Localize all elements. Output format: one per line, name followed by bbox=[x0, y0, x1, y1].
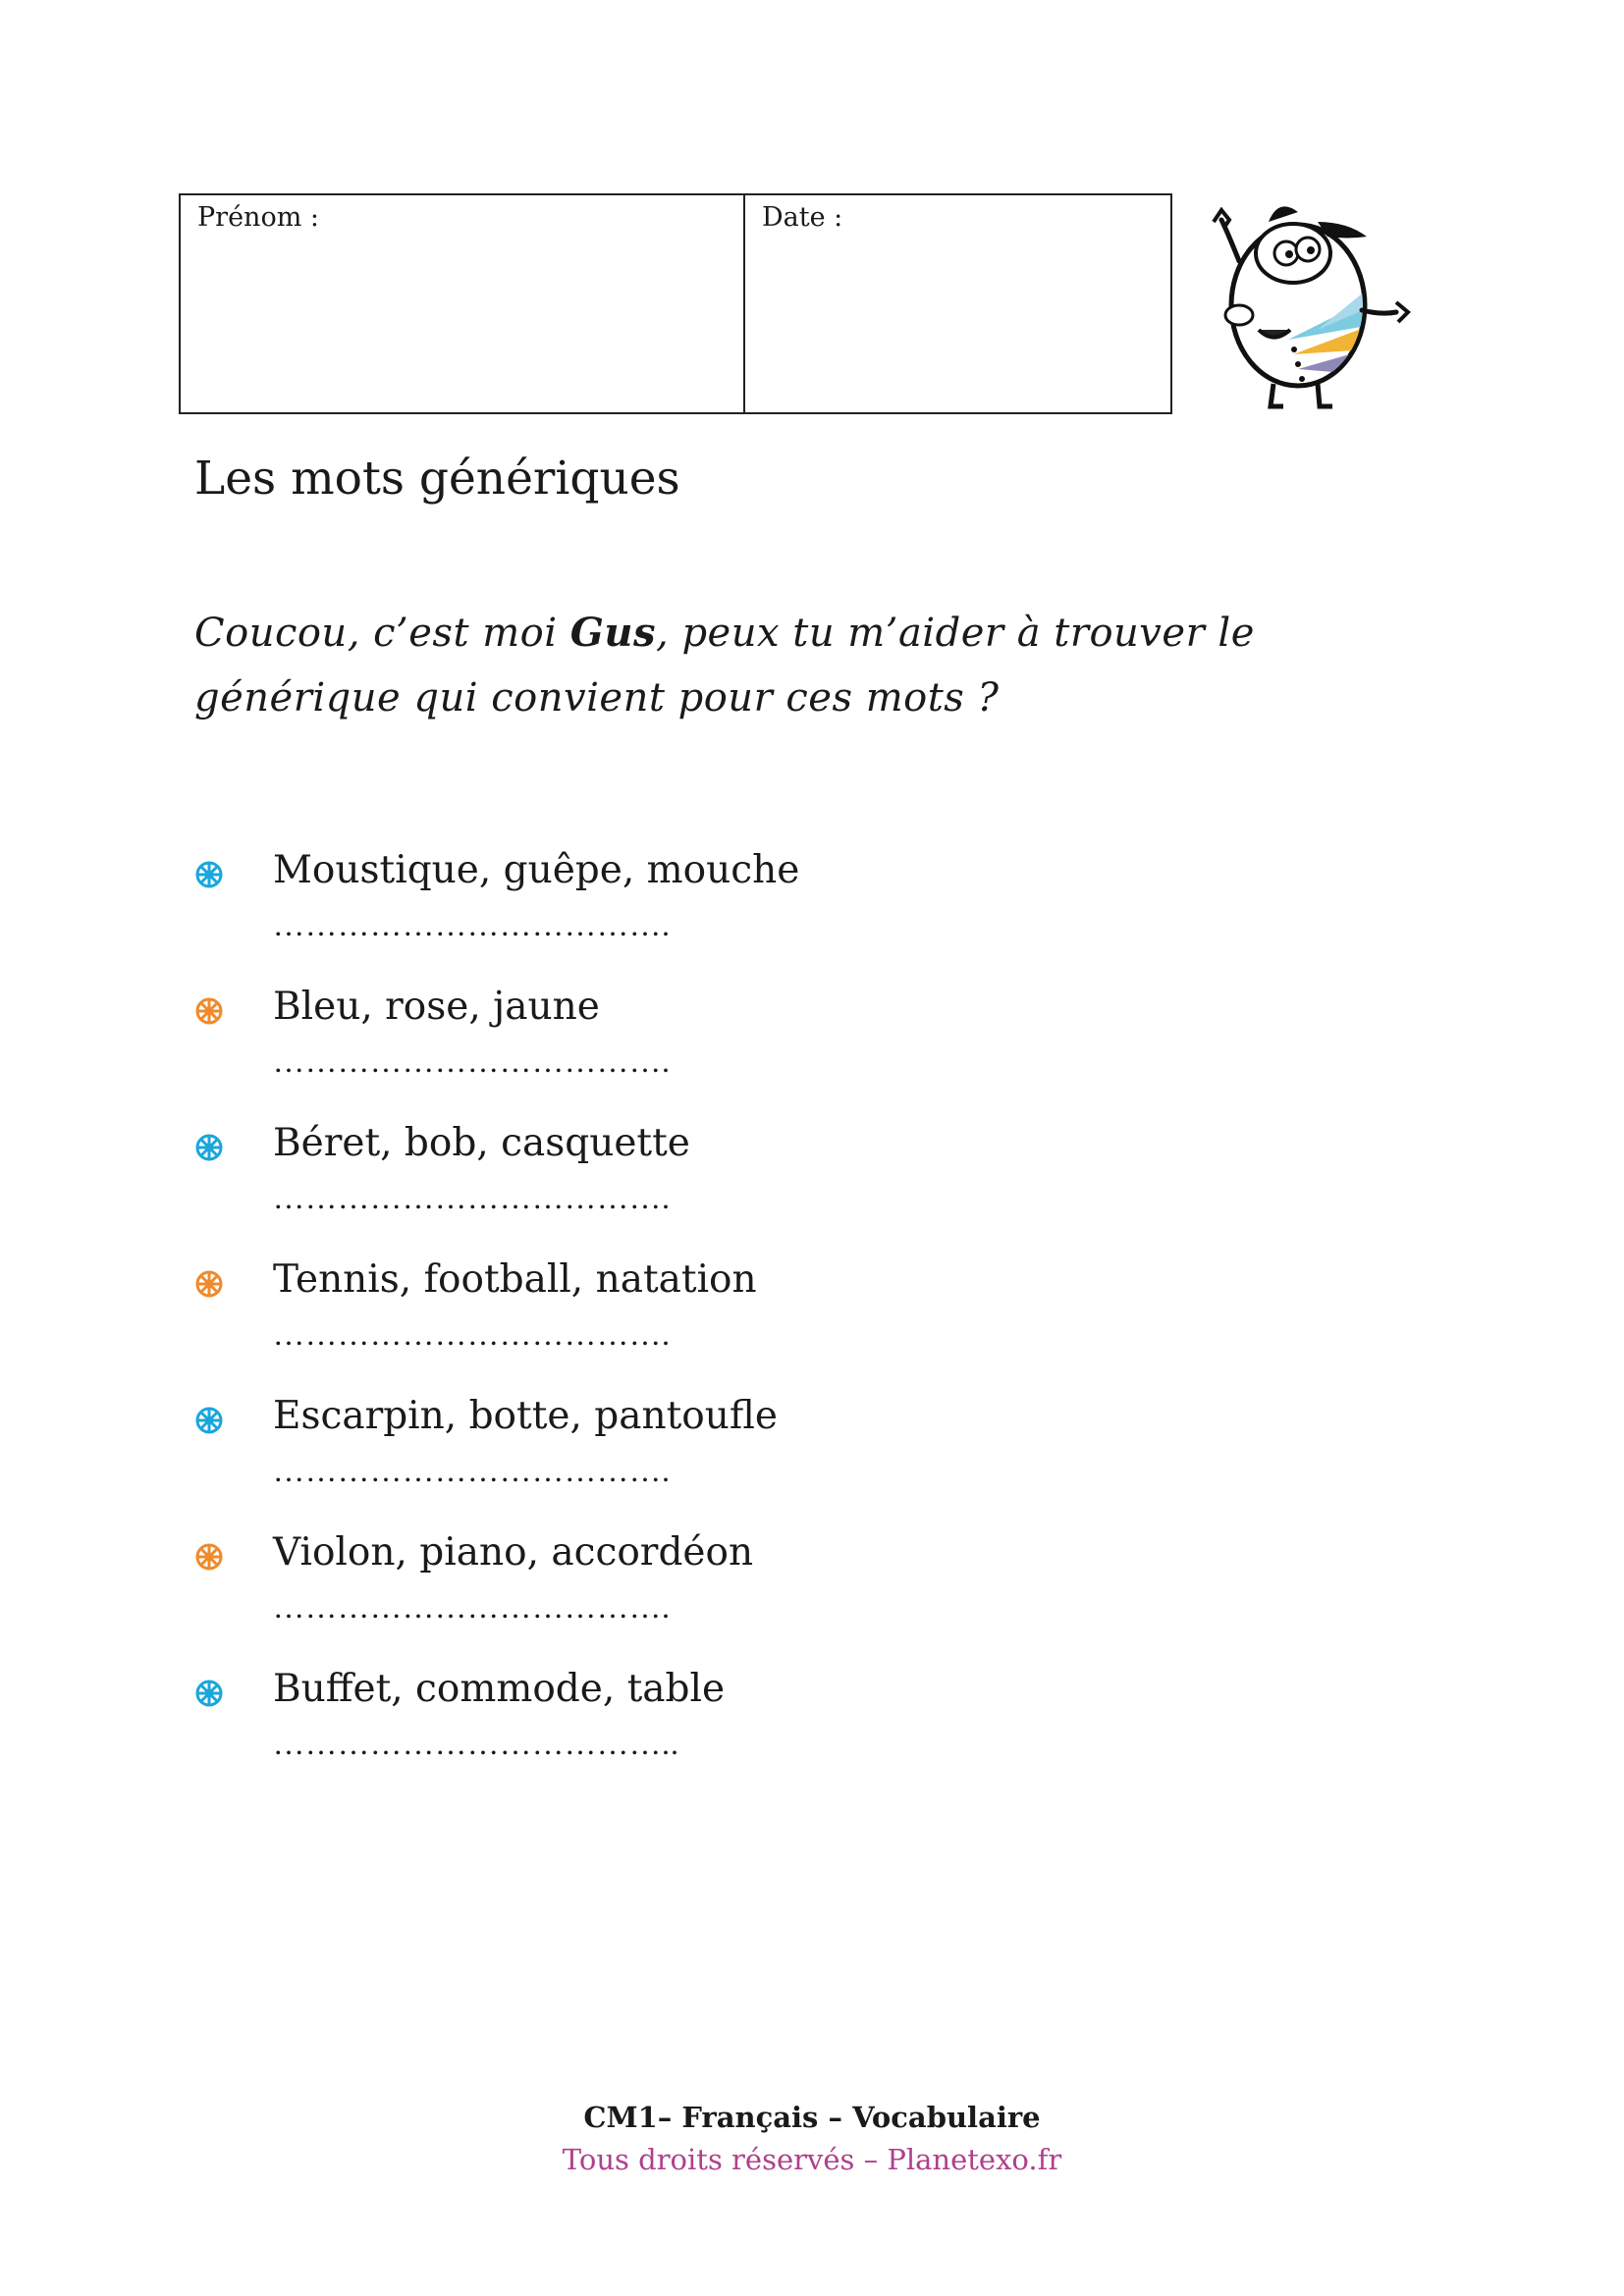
intro-text bbox=[194, 601, 1373, 730]
item-words: Bleu, rose, jaune bbox=[273, 985, 600, 1029]
item-words: Tennis, football, natation bbox=[273, 1257, 757, 1302]
word-list bbox=[194, 842, 1078, 1797]
item-words: Violon, piano, accordéon bbox=[273, 1530, 754, 1575]
gus-mascot-illustration bbox=[1200, 192, 1416, 418]
wheel-bullet-icon bbox=[194, 1406, 224, 1435]
list-item bbox=[194, 1252, 1078, 1388]
wheel-bullet-icon bbox=[194, 1679, 224, 1708]
header-box bbox=[179, 193, 1172, 414]
wheel-bullet-icon bbox=[194, 860, 224, 889]
date-label: Date : bbox=[762, 202, 843, 233]
answer-line[interactable]: ………………………………. bbox=[273, 907, 671, 942]
item-words: Escarpin, botte, pantoufle bbox=[273, 1394, 778, 1438]
item-words: Béret, bob, casquette bbox=[273, 1121, 690, 1165]
answer-line[interactable]: ………………………………. bbox=[273, 1589, 671, 1625]
answer-line[interactable]: ………………………………. bbox=[273, 1453, 671, 1488]
footer-title: CM1– Français – Vocabulaire bbox=[583, 2101, 1041, 2134]
footer-copyright: Tous droits réservés – Planetexo.fr bbox=[562, 2143, 1062, 2176]
list-item bbox=[194, 979, 1078, 1115]
first-name-field[interactable] bbox=[181, 195, 745, 412]
item-words: Moustique, guêpe, mouche bbox=[273, 848, 800, 892]
page-title: Les mots génériques bbox=[194, 452, 680, 506]
intro-name: Gus bbox=[569, 610, 657, 656]
item-words: Buffet, commode, table bbox=[273, 1667, 726, 1711]
wheel-bullet-icon bbox=[194, 1269, 224, 1299]
answer-line[interactable]: ………………………………. bbox=[273, 1043, 671, 1079]
list-item bbox=[194, 1388, 1078, 1524]
list-item bbox=[194, 842, 1078, 979]
list-item bbox=[194, 1524, 1078, 1661]
date-field[interactable] bbox=[745, 195, 1170, 412]
first-name-label: Prénom : bbox=[197, 202, 319, 233]
answer-line[interactable]: ……………………………….. bbox=[273, 1726, 679, 1761]
wheel-bullet-icon bbox=[194, 996, 224, 1026]
list-item bbox=[194, 1661, 1078, 1797]
list-item bbox=[194, 1115, 1078, 1252]
answer-line[interactable]: ………………………………. bbox=[273, 1180, 671, 1215]
wheel-bullet-icon bbox=[194, 1542, 224, 1572]
wheel-bullet-icon bbox=[194, 1133, 224, 1162]
answer-line[interactable]: ………………………………. bbox=[273, 1316, 671, 1352]
intro-before: Coucou, c’est moi bbox=[194, 611, 570, 656]
intro-after: , peux tu m’aider à trouver le générique qui convient pour ces mots ? bbox=[194, 611, 1255, 721]
